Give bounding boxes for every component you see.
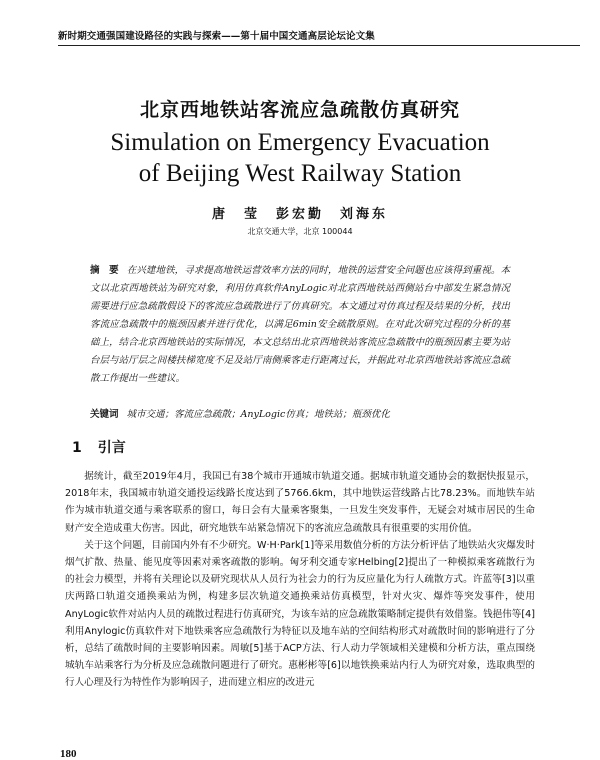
header-rule	[58, 45, 580, 46]
abstract-label: 摘 要	[90, 265, 119, 276]
paper-authors: 唐 莹 彭宏勤 刘海东	[211, 207, 388, 222]
page-number: 180	[60, 748, 77, 760]
abstract-text: 在兴建地铁，寻求提高地铁运营效率方法的同时，地铁的运营安全问题也应该得到重视。本文以北京西地铁站为研究对象，利用仿真软件AnyLogic对北京西地铁站西侧站台中部发生紧急情况需要进行应急疏散假设下的客流应急疏散进行了仿真研究。本文通过对仿真过程及结果的分析，找出客流应急疏散中的瓶颈因素并进行优化，以满足6min安全疏散原则。在对此次研究过程的分析的基础上，结合北京西地铁站的实际情况，本文总结出北京西地铁站客流应急疏散中的瓶颈因素主要为站台层与站厅层之间楼扶梯宽度不足及站厅南侧乘客走行距离过长，并据此对北京西地铁站客流应急疏散工作提出一些建议。	[90, 265, 510, 384]
paper-title-english-line1: Simulation on Emergency Evacuation	[110, 129, 490, 156]
section-heading	[72, 437, 126, 457]
abstract	[90, 262, 510, 388]
body-paragraph-1: 据统计，截至2019年4月，我国已有38个城市开通城市轨道交通。据城市轨道交通协会的数据快报显示，2018年末，我国城市轨道交通投运线路长度达到了5766.6km，其中地铁运营线路占比78.23%。而地铁车站作为城市轨道交通与乘客联系的窗口，每日会有大量乘客聚集，一旦发生突发事件，无疑会对城市居民的生命财产安全造成重大伤害。因此，研究地铁车站紧急情况下的客流应急疏散具有很重要的实用价值。	[65, 471, 535, 534]
keywords	[90, 406, 510, 424]
keywords-text: 城市交通；客流应急疏散；AnyLogic仿真；地铁站；瓶颈优化	[126, 409, 390, 420]
paper-title-english	[0, 127, 600, 189]
running-header: 新时期交通强国建设路径的实践与探索——第十届中国交通高层论坛论文集	[58, 31, 375, 42]
paper-title-chinese: 北京西地铁站客流应急疏散仿真研究	[139, 99, 460, 121]
keywords-label: 关键词	[90, 409, 119, 420]
paper-title-english-line2: of Beijing West Railway Station	[138, 160, 462, 187]
paper-affiliation: 北京交通大学，北京 100044	[247, 227, 353, 236]
body-text	[65, 468, 535, 692]
section-title: 引言	[97, 440, 126, 456]
section-number: 1	[72, 440, 82, 456]
body-paragraph-2: 关于这个问题，目前国内外有不少研究。W·H·Park[1]等采用数值分析的方法分析评估了地铁站火灾爆发时烟气扩散、热量、能见度等因素对乘客疏散的影响。匈牙利交通专家Helbing[2]提出了一种模拟乘客疏散行为的社会力模型，并将有关理论以及研究现状从人员行为社会力的行为反应量化为行人疏散方式。许蓝等[3]以重庆两路口轨道交通换乘站为例，构建多层次轨道交通换乘站仿真模型，针对火灾、爆炸等突发事件，使用AnyLogic软件对站内人员的疏散过程进行仿真研究，为该车站的应急疏散策略制定提供有效借鉴。钱挹伟等[4]利用Anylogic仿真软件对下地铁乘客应急疏散行为特征以及地车站的空间结构形式对疏散时间的影响进行了分析，总结了疏散时间的主要影响因素。周敏[5]基于ACP方法、行人动力学领域相关建模和分析方法，重点围绕城轨车站乘客行为分析及应急疏散问题进行了研究。惠彬彬等[6]以地铁换乘站内行人为研究对象，选取典型的行人心理及行为特性作为影响因子，进而建立相应的改进元	[65, 539, 535, 689]
